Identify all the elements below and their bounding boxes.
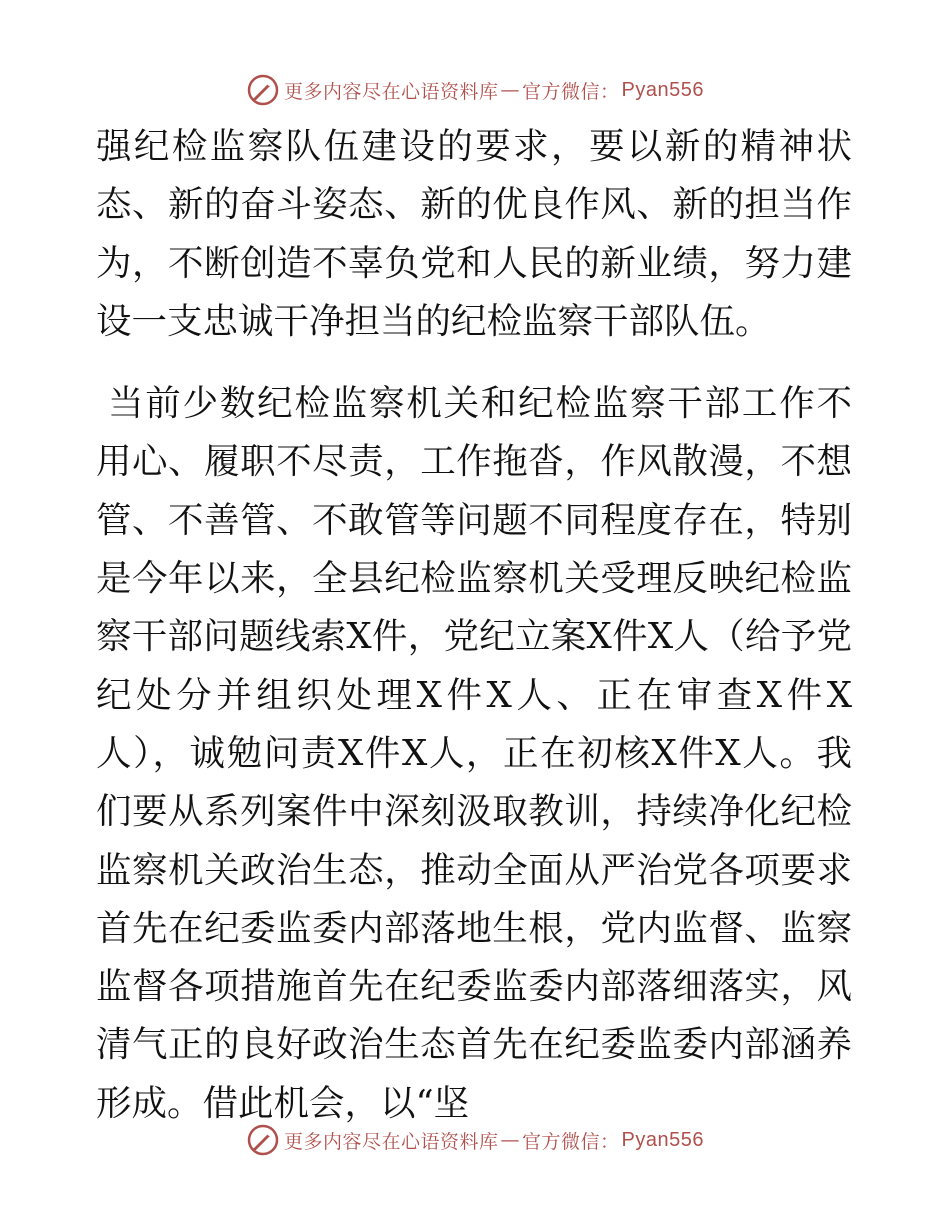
quill-circle-logo-icon <box>246 73 280 107</box>
watermark-text: 更多内容尽在心语资料库 <box>284 1130 499 1153</box>
watermark-wechat-label: 官方微信： <box>522 1130 620 1153</box>
paragraph-2: 当前少数纪检监察机关和纪检监察干部工作不用心、履职不尽责，工作拖沓，作风散漫，不想管、不善管、不敢管等问题不同程度存在，特别是今年以来，全县纪检监察机关受理反映纪检监察干部问题线索X件，党纪立案X件X人（给予党纪处分并组织处理X件X人、正在审查X件X人），诚勉问责X件X人，正在初核X件X人。我们要从系列案件中深刻汲取教训，持续净化纪检监察机关政治生态，推动全面从严治党各项要求首先在纪委监委内部落地生根，党内监督、监察监督各项措施首先在纪委监委内部落细落实，风清气正的良好政治生态首先在纪委监委内部涵养形成。借此机会，以“坚 <box>96 383 852 1124</box>
watermark-wechat-id: Pyan556 <box>621 78 704 101</box>
watermark-text: 更多内容尽在心语资料库 <box>284 80 499 103</box>
quill-circle-logo-icon <box>246 1123 280 1157</box>
footer-watermark <box>0 1120 950 1160</box>
document-body <box>96 118 852 1133</box>
watermark-wechat-label: 官方微信： <box>522 80 620 103</box>
paragraph-1: 强纪检监察队伍建设的要求，要以新的精神状态、新的奋斗姿态、新的优良作风、新的担当作为，不断创造不辜负党和人民的新业绩，努力建设一支忠诚干净担当的纪检监察干部队伍。 <box>96 126 852 342</box>
watermark-wechat-id: Pyan556 <box>621 1128 704 1151</box>
watermark-separator: — <box>500 79 521 101</box>
watermark-separator: — <box>500 1129 521 1151</box>
header-watermark <box>0 70 950 110</box>
